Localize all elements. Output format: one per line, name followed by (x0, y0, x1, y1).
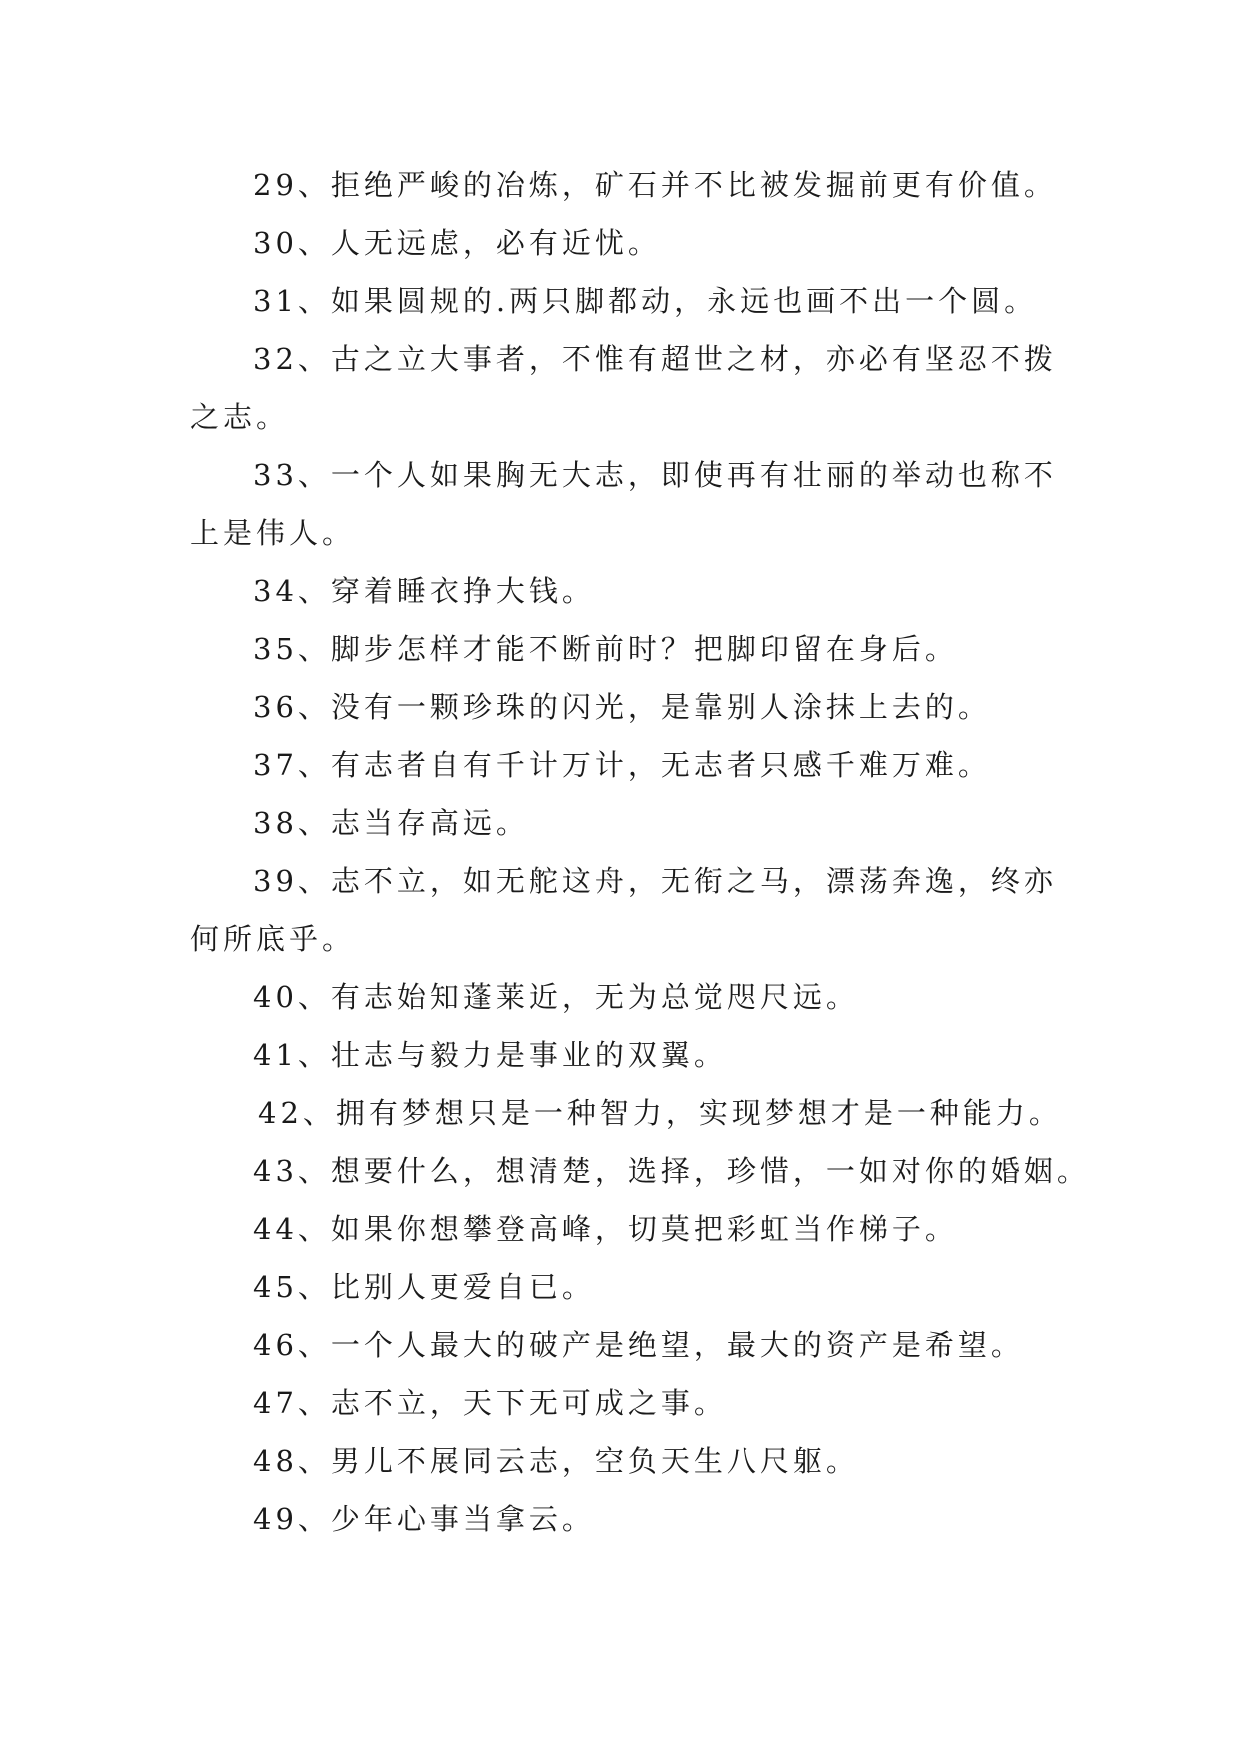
quote-separator: 、 (297, 458, 331, 492)
quote-text: 少年心事当拿云。 (330, 1502, 595, 1536)
quote-number: 49 (253, 1502, 298, 1536)
quote-text: 人无远虑，必有近忧。 (330, 226, 661, 260)
quote-number: 48 (253, 1444, 298, 1478)
quote-text: 如果圆规的.两只脚都动，永远也画不出一个圆。 (330, 284, 1038, 318)
quote-text: 志不立，如无舵这舟，无衔之马，漂荡奔逸，终亦 (330, 864, 1057, 898)
quote-number: 38 (253, 806, 298, 840)
quote-number: 36 (253, 690, 298, 724)
quote-separator: 、 (297, 748, 331, 782)
quote-number: 46 (253, 1328, 298, 1362)
quote-separator: 、 (302, 1096, 336, 1130)
quote-text: 穿着睡衣挣大钱。 (330, 574, 595, 608)
quote-number: 37 (253, 748, 298, 782)
quote-number: 44 (253, 1212, 298, 1246)
quote-number: 39 (253, 864, 298, 898)
quote-text: 如果你想攀登高峰，切莫把彩虹当作梯子。 (330, 1212, 958, 1246)
quote-number: 41 (253, 1038, 298, 1072)
quote-text: 一个人最大的破产是绝望，最大的资产是希望。 (330, 1328, 1024, 1362)
quote-separator: 、 (297, 690, 331, 724)
quote-text: 脚步怎样才能不断前时？把脚印留在身后。 (330, 632, 958, 666)
quote-number: 34 (253, 574, 298, 608)
quote-number: 33 (253, 458, 298, 492)
quote-text: 有志始知蓬莱近，无为总觉咫尺远。 (330, 980, 859, 1014)
quote-separator: 、 (297, 168, 331, 202)
quote-separator: 、 (297, 1154, 331, 1188)
quote-text: 没有一颗珍珠的闪光，是靠别人涂抹上去的。 (330, 690, 991, 724)
quote-separator: 、 (297, 864, 331, 898)
quote-separator: 、 (297, 1502, 331, 1536)
quote-text-continued: 之志。 (190, 400, 290, 434)
quote-separator: 、 (297, 574, 331, 608)
quote-text: 志当存高远。 (330, 806, 529, 840)
quote-separator: 、 (297, 284, 331, 318)
quote-separator: 、 (297, 1386, 331, 1420)
quote-text: 想要什么，想清楚，选择，珍惜，一如对你的婚姻。 (330, 1154, 1090, 1188)
quote-separator: 、 (297, 1328, 331, 1362)
quote-text: 拒绝严峻的冶炼，矿石并不比被发掘前更有价值。 (330, 168, 1057, 202)
quote-number: 35 (253, 632, 298, 666)
quote-text: 比别人更爱自已。 (330, 1270, 595, 1304)
quote-text: 古之立大事者，不惟有超世之材，亦必有坚忍不拨 (330, 342, 1057, 376)
quote-text: 男儿不展同云志，空负天生八尺躯。 (330, 1444, 859, 1478)
quote-number: 29 (253, 168, 298, 202)
quote-separator: 、 (297, 1270, 331, 1304)
quote-separator: 、 (297, 806, 331, 840)
quote-separator: 、 (297, 342, 331, 376)
quote-separator: 、 (297, 632, 331, 666)
quote-text: 志不立，天下无可成之事。 (330, 1386, 727, 1420)
quote-text: 一个人如果胸无大志，即使再有壮丽的举动也称不 (330, 458, 1057, 492)
quote-text-continued: 何所底乎。 (190, 922, 356, 956)
quote-text: 壮志与毅力是事业的双翼。 (330, 1038, 727, 1072)
quote-separator: 、 (297, 1038, 331, 1072)
quote-number: 30 (253, 226, 298, 260)
quote-text: 有志者自有千计万计，无志者只感千难万难。 (330, 748, 991, 782)
quote-number: 42 (258, 1096, 303, 1130)
quote-number: 47 (253, 1386, 298, 1420)
quote-number: 40 (253, 980, 298, 1014)
quote-text-continued: 上是伟人。 (190, 516, 356, 550)
quote-separator: 、 (297, 1212, 331, 1246)
quote-number: 31 (253, 284, 298, 318)
quote-number: 43 (253, 1154, 298, 1188)
quote-number: 32 (253, 342, 298, 376)
quote-number: 45 (253, 1270, 298, 1304)
quote-separator: 、 (297, 1444, 331, 1478)
quote-separator: 、 (297, 980, 331, 1014)
quote-text: 拥有梦想只是一种智力，实现梦想才是一种能力。 (335, 1096, 1062, 1130)
quote-separator: 、 (297, 226, 331, 260)
